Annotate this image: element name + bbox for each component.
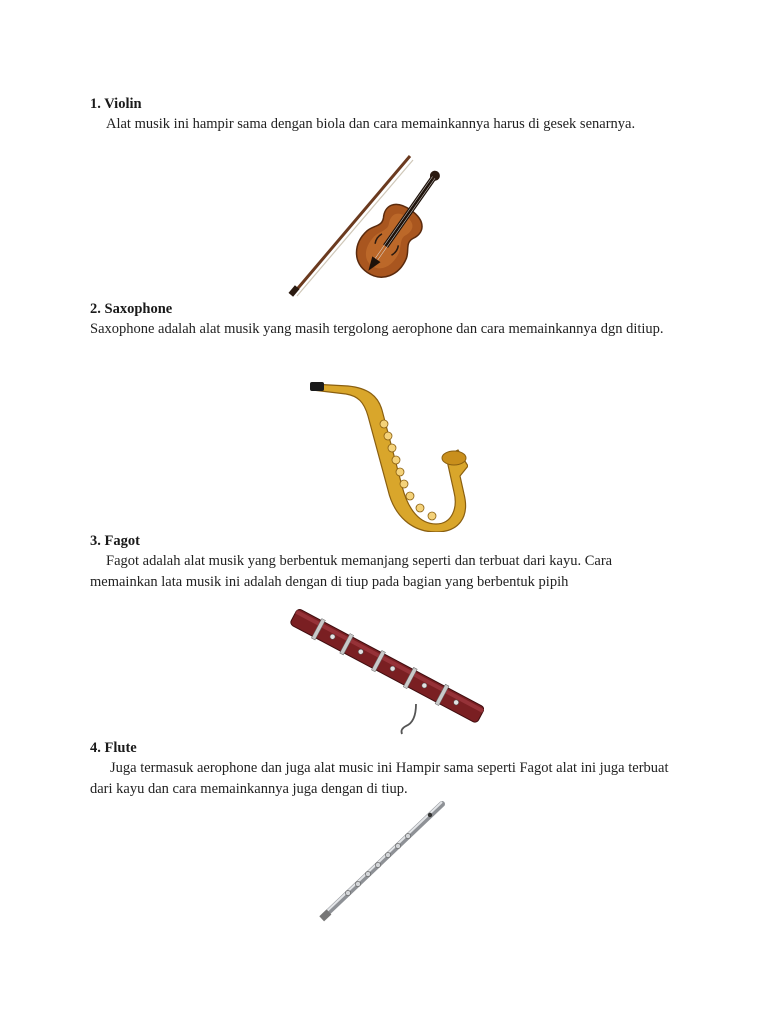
heading-violin: 1. Violin xyxy=(90,96,142,112)
saxophone-image xyxy=(308,376,468,532)
text-saxophone: Saxophone adalah alat musik yang masih tergolong aerophone dan cara memainkannya dgn ditiup. xyxy=(90,321,664,337)
heading-saxophone: 2. Saxophone xyxy=(90,301,173,317)
text-flute: Juga termasuk aerophone dan juga alat music ini Hampir sama seperti Fagot alat ini juga terbuat dari kayu dan cara memainkannya juga dengan di tiup. xyxy=(90,760,669,797)
heading-flute: 4. Flute xyxy=(90,740,137,756)
text-violin: Alat musik ini hampir sama dengan biola dan cara memainkannya harus di gesek senarnya. xyxy=(106,116,636,132)
text-fagot: Fagot adalah alat musik yang berbentuk memanjang seperti dan terbuat dari kayu. Cara memainkan lata musik ini adalah dengan di tiup pada bagian yang berbentuk pipih xyxy=(90,553,613,590)
flute-image xyxy=(318,800,448,922)
heading-fagot: 3. Fagot xyxy=(90,533,140,549)
violin-image xyxy=(285,152,450,300)
bassoon-image xyxy=(284,606,484,738)
